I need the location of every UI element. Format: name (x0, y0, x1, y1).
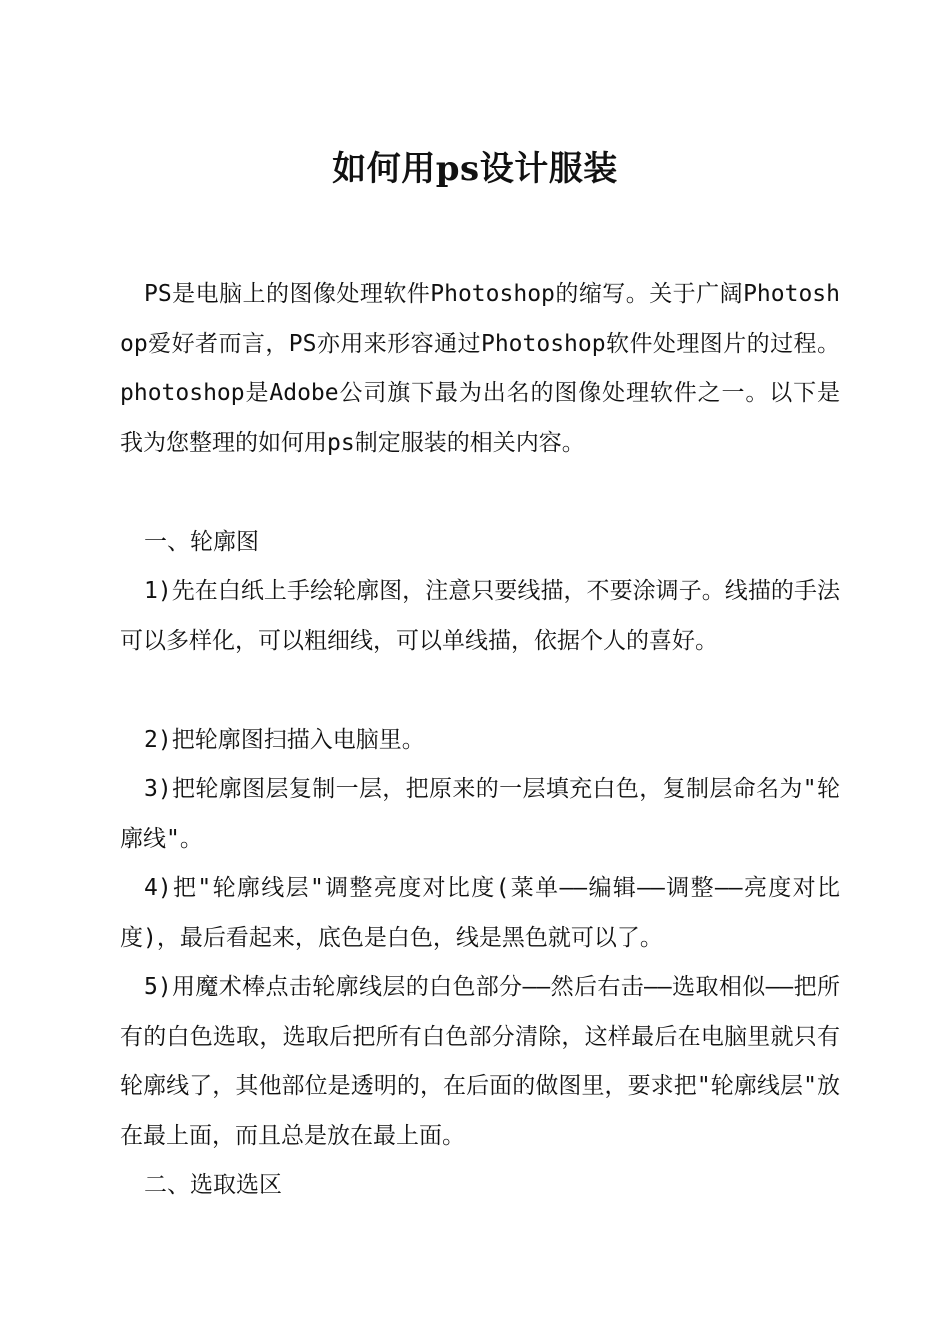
step-5-paragraph: 5)用魔术棒点击轮廓线层的白色部分——然后右击——选取相似——把所有的白色选取，选取后把所有白色部分清除，这样最后在电脑里就只有轮廓线了，其他部位是透明的，在后面的做图里，要求把"轮廓线层"放在最上面，而且总是放在最上面。 (120, 974, 840, 1149)
section-heading-selection: 二、选取选区 (144, 1172, 282, 1198)
step-2-paragraph: 2)把轮廓图扫描入电脑里。 (144, 726, 425, 753)
step-1-paragraph: 1)先在白纸上手绘轮廓图，注意只要线描，不要涂调子。线描的手法可以多样化，可以粗细线，可以单线描，依据个人的喜好。 (120, 578, 840, 654)
paragraph-spacer (120, 666, 840, 716)
page-title: 如何用ps设计服装 (332, 149, 618, 189)
section-heading-outline: 一、轮廓图 (144, 528, 259, 555)
intro-paragraph: PS是电脑上的图像处理软件Photoshop的缩写。关于广阔Photoshop爱好者而言，PS亦用来形容通过Photoshop软件处理图片的过程。photoshop是Adobe公司旗下最为出名的图像处理软件之一。以下是我为您整理的如何用ps制定服装的相关内容。 (120, 281, 840, 456)
step-3-paragraph: 3)把轮廓图层复制一层，把原来的一层填充白色，复制层命名为"轮廓线"。 (120, 776, 840, 852)
paragraph-spacer (120, 468, 840, 518)
step-4-paragraph: 4)把"轮廓线层"调整亮度对比度(菜单——编辑——调整——亮度对比度)，最后看起来，底色是白色，线是黑色就可以了。 (120, 875, 840, 951)
document-body (120, 270, 840, 1211)
